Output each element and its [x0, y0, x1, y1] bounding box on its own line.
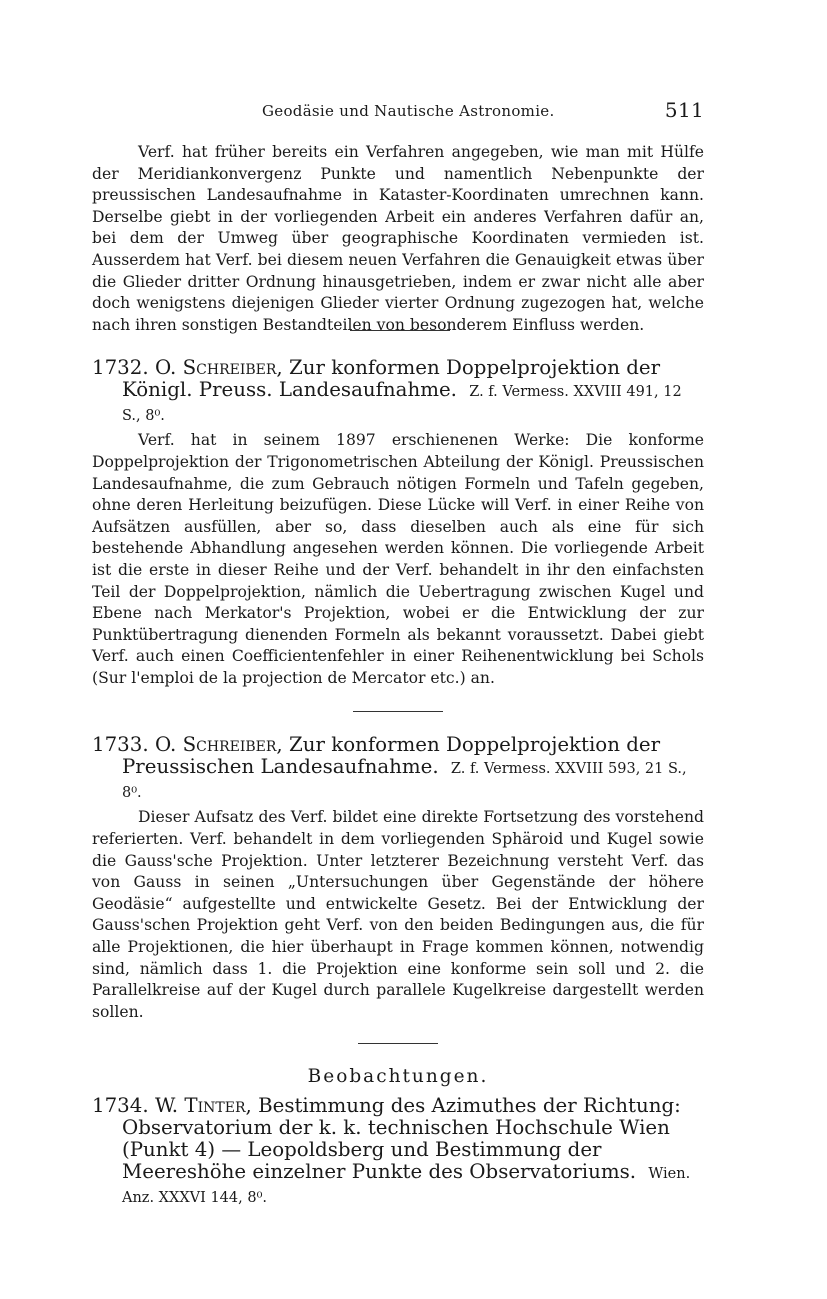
entry-title: Zur konformen Doppelprojektion der Preussischen Landesaufnahme.: [122, 733, 661, 779]
author-name: Schreiber,: [182, 356, 283, 380]
author-name: Tinter,: [184, 1094, 252, 1118]
entry-1733: [92, 734, 704, 1023]
running-head: [92, 96, 704, 122]
entry-1734: [92, 1095, 704, 1209]
author-initial: W.: [154, 1094, 179, 1118]
entry-body: Dieser Aufsatz des Verf. bildet eine direkte Fortsetzung des vorstehend referierten. Verf. behandelt in dem vorliegenden Sphäroid und Kugel sowie die Gauss'sche Projektion. Unter letzterer Bezeichnung versteht Verf. das von Gauss in seinen „Untersuchungen über Gegenstände der höhere Geodäsie“ aufgestellte und entwickelte Gesetz. Bei der Entwicklung der Gauss'schen Projektion geht Verf. von den beiden Bedingungen aus, die für alle Projektionen, die hier überhaupt in Frage kommen können, notwendig sind, nämlich dass 1. die Projektion eine konforme sein soll und 2. die Parallelkreise auf der Kugel durch parallele Kugelkreise dargestellt werden sollen.: [92, 808, 704, 1021]
entry-title: Zur konformen Doppelprojektion der Königl. Preuss. Landesaufnahme.: [122, 356, 661, 402]
entry-1732: [92, 357, 704, 689]
entry-heading: [92, 734, 704, 804]
page-number: 511: [664, 98, 704, 122]
entry-number: 1733.: [92, 733, 149, 757]
intro-paragraph: Verf. hat früher bereits ein Verfahren angegeben, wie man mit Hülfe der Meridiankonvergenz Punkte und namentlich Nebenpunkte der preussischen Landesaufnahme in Kataster-Koordinaten umrechnen kann. Derselbe giebt in der vorliegenden Arbeit ein anderes Verfahren dafür an, bei dem der Umweg über geographische Koordinaten vermieden ist. Ausserdem hat Verf. bei diesem neuen Verfahren die Genauigkeit etwas über die Glieder dritter Ordnung hinausgetrieben, indem er zwar nicht alle aber doch wenigstens diejenigen Glieder vierter Ordnung zugezogen hat, welche nach ihren sonstigen Bestandteilen von besonderem Einfluss werden.: [92, 143, 704, 334]
entry-number: 1734.: [92, 1094, 149, 1118]
entry-body: Verf. hat in seinem 1897 erschienenen Werke: Die konforme Doppelprojektion der Trigonometrischen Abteilung der Königl. Preussischen Landesaufnahme, die zum Gebrauch nötigen Formeln und Tafeln gegeben, ohne deren Herleitung beizufügen. Diese Lücke will Verf. in einer Reihe von Aufsätzen ausfüllen, aber so, dass dieselben auch als eine für sich bestehende Abhandlung angesehen werden können. Die vorliegende Arbeit ist die erste in dieser Reihe und der Verf. behandelt in ihr den einfachsten Teil der Doppelprojektion, nämlich die Uebertragung zwischen Kugel und Ebene nach Merkator's Projektion, wobei er die Entwicklung der zur Punktübertragung dienenden Formeln als bekannt voraussetzt. Dabei giebt Verf. auch einen Coefficientenfehler in einer Reihenentwicklung bei Schols (Sur l'emploi de la projection de Mercator etc.) an.: [92, 431, 704, 687]
entry-heading: [92, 357, 704, 427]
section-heading: Beobachtungen.: [307, 1066, 489, 1088]
entry-source: Z. f. Vermess. XXVIII 593, 21 S., 8⁰.: [122, 761, 687, 802]
entry-heading: [92, 1095, 704, 1209]
entry-number: 1732.: [92, 356, 149, 380]
running-title: Geodäsie und Nautische Astronomie.: [262, 102, 555, 120]
separator-rule: [353, 711, 443, 712]
separator-rule: [358, 1043, 438, 1044]
entry-title: Bestimmung des Azimuthes der Richtung: Observatorium der k. k. technischen Hochschule Wien (Punkt 4) — Leopoldsberg und Bestimmung der Meereshöhe einzelner Punkte des Observatoriums.: [122, 1094, 681, 1184]
author-initial: O.: [154, 356, 177, 380]
author-initial: O.: [154, 733, 177, 757]
author-name: Schreiber,: [182, 733, 283, 757]
document-page: [92, 96, 704, 1209]
entry-source: Z. f. Vermess. XXVIII 491, 12 S., 8⁰.: [122, 384, 682, 425]
entry-source: Wien. Anz. XXXVI 144, 8⁰.: [122, 1166, 691, 1207]
